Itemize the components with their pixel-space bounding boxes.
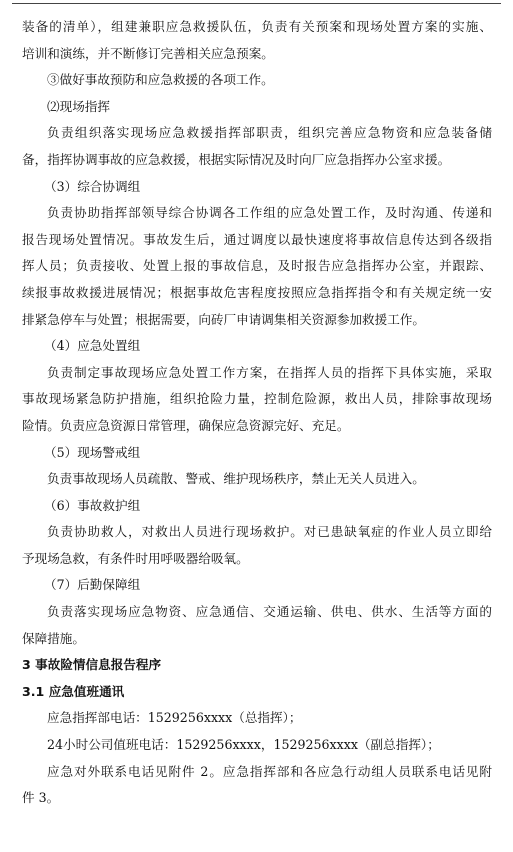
contact-line: 应急指挥部电话：1529256xxxx（总指挥）； <box>47 710 302 726</box>
section-heading: 3 事故险情信息报告程序 <box>22 657 162 673</box>
paragraph-line: 负责落实现场应急物资、应急通信、交通运输、供电、供水、生活等方面的 <box>47 604 492 620</box>
subsection-heading: （6）事故救护组 <box>44 497 141 513</box>
contact-line: 24小时公司值班电话：1529256xxxx，1529256xxxx（副总指挥）； <box>47 737 440 753</box>
section-heading: 3.1 应急值班通讯 <box>22 683 125 699</box>
page-header-rule <box>12 3 501 4</box>
paragraph-line: 予现场急救，有条件时用呼吸器给吸氧。 <box>22 550 249 566</box>
subsection-heading: （5）现场警戒组 <box>44 444 141 460</box>
document-page <box>22 14 492 812</box>
paragraph-line: 负责协助指挥部领导综合协调各工作组的应急处置工作，及时沟通、传递和 <box>47 205 492 221</box>
paragraph-line: 排紧急停车与处置；根据需要，向砖厂申请调集相关资源参加救援工作。 <box>22 311 425 327</box>
paragraph-line: 装备的清单），组建兼职应急救援队伍，负责有关预案和现场处置方案的实施、 <box>22 19 492 34</box>
paragraph-line: 负责组织落实现场应急救援指挥部职责，组织完善应急物资和应急装备储 <box>47 125 492 141</box>
paragraph-line: 保障措施。 <box>22 630 85 646</box>
paragraph-line: 应急对外联系电话见附件 2。应急指挥部和各应急行动组人员联系电话见附 <box>47 763 492 779</box>
paragraph-line: 挥人员；负责接收、处置上报的事故信息，及时报告应急指挥办公室，并跟踪、 <box>22 258 492 274</box>
paragraph-line: 培训和演练，并不断修订完善相关应急预案。 <box>22 45 274 61</box>
subsection-heading: ⑵现场指挥 <box>47 98 110 114</box>
paragraph-line: 负责制定事故现场应急处置工作方案，在指挥人员的指挥下具体实施，采取 <box>47 364 492 380</box>
paragraph-line: 件 3。 <box>22 790 60 806</box>
paragraph-line: 负责事故现场人员疏散、警戒、维护现场秩序，禁止无关人员进入。 <box>47 471 425 487</box>
subsection-heading: （3）综合协调组 <box>44 178 141 194</box>
paragraph-line: 险情。负责应急资源日常管理，确保应急资源完好、充足。 <box>22 417 350 433</box>
subsection-heading: （4）应急处置组 <box>44 338 141 354</box>
subsection-heading: （7）后勤保障组 <box>44 577 141 593</box>
paragraph-line: 负责协助救人，对救出人员进行现场救护。对已患缺氧症的作业人员立即给 <box>47 524 492 540</box>
paragraph-line: 事故现场紧急防护措施，组织抢险力量，控制危险源，救出人员，排除事故现场 <box>22 391 492 407</box>
paragraph-line: 报告现场处置情况。事故发生后，通过调度以最快速度将事故信息传达到各级指 <box>22 231 492 247</box>
paragraph-line: 备，指挥协调事故的应急救援，根据实际情况及时向厂应急指挥办公室求援。 <box>22 151 451 167</box>
paragraph-line: 续报事故救援进展情况；根据事故危害程度按照应急指挥指令和有关规定统一安 <box>22 284 492 300</box>
list-item: ③做好事故预防和应急救援的各项工作。 <box>47 72 274 88</box>
